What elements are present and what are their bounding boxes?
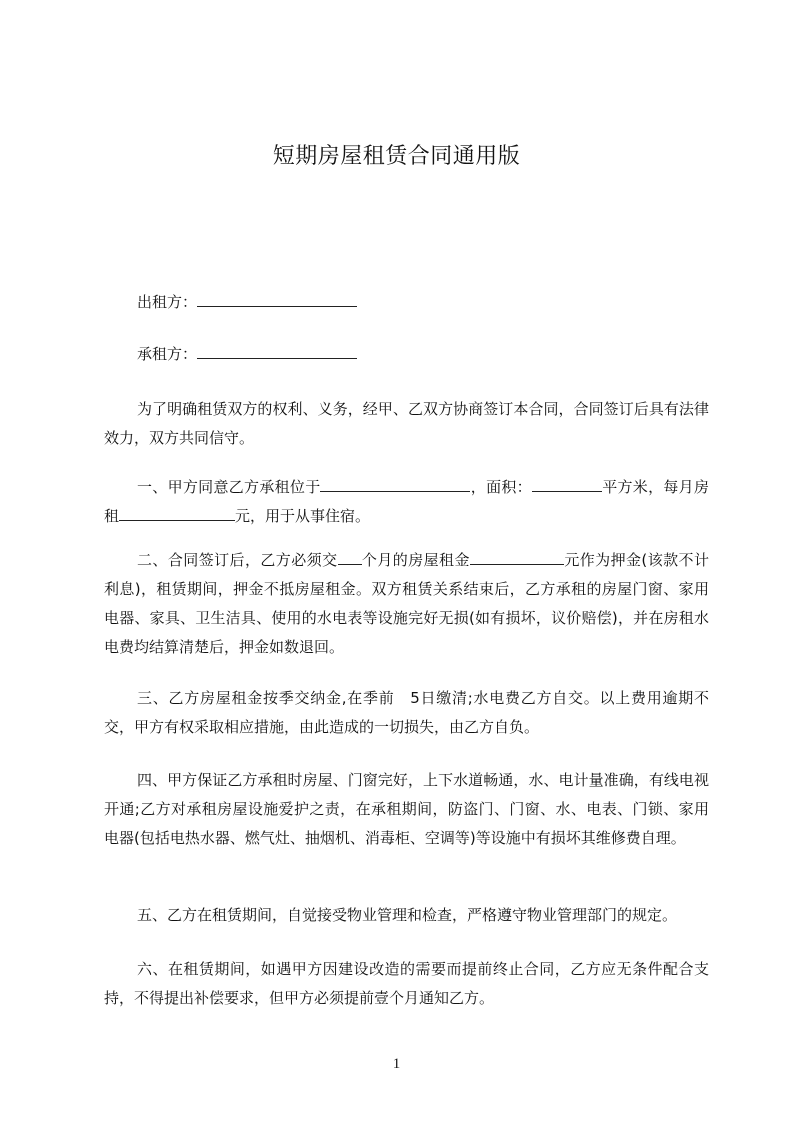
clause-2-part-1: 二、合同签订后，乙方必须交	[137, 551, 338, 569]
intro-paragraph: 为了明确租赁双方的权利、义务，经甲、乙双方协商签订本合同，合同签订后具有法律效力，双方共同信守。	[104, 400, 709, 447]
lessor-blank	[197, 292, 357, 307]
clause-2	[104, 546, 709, 662]
months-blank	[338, 551, 362, 565]
lessor-label: 出租方：	[137, 293, 198, 311]
clause-2-part-2: 个月的房屋租金	[361, 551, 470, 569]
clause-1-part-2: ，面积：	[470, 478, 532, 496]
clause-5: 五、乙方在租赁期间，自觉接受物业管理和检查，严格遵守物业管理部门的规定。	[137, 906, 678, 924]
clause-3: 三、乙方房屋租金按季交纳金,在季前 5日缴清;水电费乙方自交。以上费用逾期不交，甲方有权采取相应措施，由此造成的一切损失，由乙方自负。	[104, 689, 709, 736]
rent-blank	[119, 507, 235, 521]
deposit-blank	[470, 551, 564, 565]
document-title: 短期房屋租赁合同通用版	[272, 144, 521, 169]
page-number: 1	[392, 1056, 401, 1072]
clause-1	[104, 473, 709, 531]
lessee-label: 承租方：	[137, 345, 198, 363]
area-blank	[532, 478, 602, 492]
lessor-field	[137, 291, 357, 313]
clause-1-part-3: 平方米，每月房租	[104, 478, 709, 525]
location-blank	[320, 478, 470, 492]
clause-1-part-4: 元，用于从事住宿。	[235, 507, 371, 525]
clause-6: 六、在租赁期间，如遇甲方因建设改造的需要而提前终止合同，乙方应无条件配合支持，不得提出补偿要求，但甲方必须提前壹个月通知乙方。	[104, 960, 709, 1007]
lessee-blank	[197, 344, 357, 359]
clause-1-part-1: 一、甲方同意乙方承租位于	[137, 478, 321, 496]
clause-4: 四、甲方保证乙方承租时房屋、门窗完好，上下水道畅通，水、电计量准确，有线电视开通;乙方对承租房屋设施爱护之责，在承租期间，防盗门、门窗、水、电表、门锁、家用电器(包括电热水器、燃气灶、抽烟机、消毒柜、空调等)等设施中有损坏其维修费自理。	[104, 771, 709, 847]
lessee-field	[137, 343, 357, 365]
clause-2-part-3: 元作为押金(该款不计利息)，租赁期间，押金不抵房屋租金。双方租赁关系结束后，乙方承租的房屋门窗、家用电器、家具、卫生洁具、使用的水电表等设施完好无损(如有损坏，议价赔偿)，并在房租水电费均结算清楚后，押金如数退回。	[104, 551, 709, 656]
